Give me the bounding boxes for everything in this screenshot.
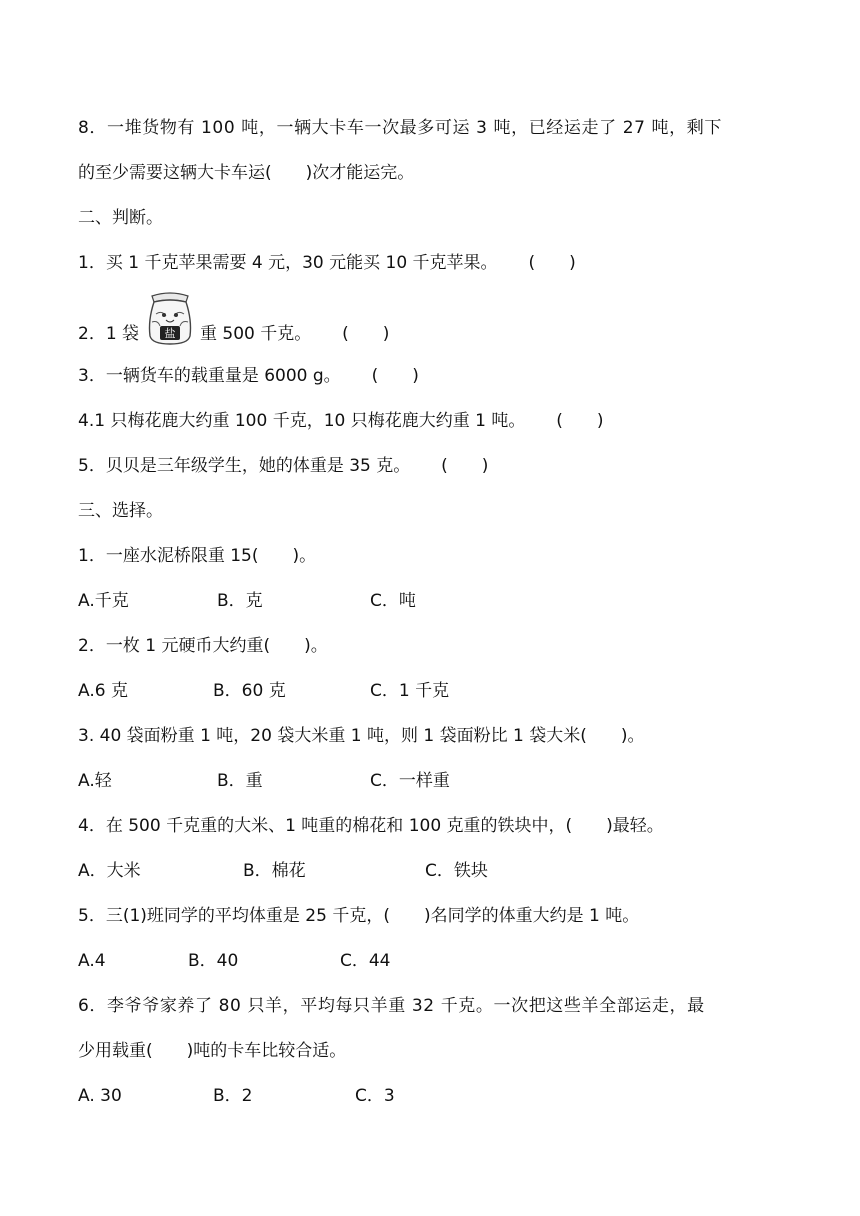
judgment-item-2-prefix: 2．1 袋 [78, 324, 140, 344]
choice-question-6-line-1: 6．李爷爷家养了 80 只羊，平均每只羊重 32 千克。一次把这些羊全部运走，最 [78, 996, 705, 1016]
choice-1-option-b: B．克 [217, 591, 263, 611]
choice-5-option-b: B．40 [188, 951, 239, 971]
choice-2-option-b: B．60 克 [213, 681, 286, 701]
choice-question-2: 2．一枚 1 元硬币大约重( )。 [78, 636, 328, 656]
choice-question-6-line-2: 少用载重( )吨的卡车比较合适。 [78, 1041, 347, 1061]
choice-4-option-b: B．棉花 [243, 861, 306, 881]
choice-4-option-c: C．铁块 [425, 861, 488, 881]
judgment-item-1: 1．买 1 千克苹果需要 4 元，30 元能买 10 千克苹果。 ( ) [78, 253, 576, 273]
choice-3-option-a: A.轻 [78, 771, 112, 791]
choice-1-option-c: C．吨 [370, 591, 416, 611]
section-3-title: 三、选择。 [78, 501, 163, 521]
choice-2-option-c: C．1 千克 [370, 681, 450, 701]
choice-6-option-a: A. 30 [78, 1086, 122, 1106]
question-8-line-1: 8．一堆货物有 100 吨，一辆大卡车一次最多可运 3 吨，已经运走了 27 吨，剩下 [78, 118, 722, 138]
choice-question-3: 3. 40 袋面粉重 1 吨，20 袋大米重 1 吨，则 1 袋面粉比 1 袋大米( )。 [78, 726, 645, 746]
choice-6-option-b: B．2 [213, 1086, 253, 1106]
choice-5-option-a: A.4 [78, 951, 106, 971]
judgment-item-4: 4.1 只梅花鹿大约重 100 千克，10 只梅花鹿大约重 1 吨。 ( ) [78, 411, 604, 431]
choice-3-option-b: B．重 [217, 771, 263, 791]
choice-3-option-c: C．一样重 [370, 771, 450, 791]
question-8-line-2: 的至少需要这辆大卡车运( )次才能运完。 [78, 163, 415, 183]
choice-5-option-c: C．44 [340, 951, 391, 971]
salt-bag-icon [142, 290, 198, 346]
choice-2-option-a: A.6 克 [78, 681, 128, 701]
section-2-title: 二、判断。 [78, 208, 163, 228]
bag-label: 盐 [164, 327, 176, 340]
choice-1-option-a: A.千克 [78, 591, 129, 611]
choice-question-1: 1．一座水泥桥限重 15( )。 [78, 546, 317, 566]
choice-question-4: 4．在 500 千克重的大米、1 吨重的棉花和 100 克重的铁块中，( )最轻。 [78, 816, 664, 836]
choice-4-option-a: A．大米 [78, 861, 141, 881]
choice-6-option-c: C．3 [355, 1086, 395, 1106]
choice-question-5: 5．三(1)班同学的平均体重是 25 千克，( )名同学的体重大约是 1 吨。 [78, 906, 640, 926]
judgment-item-2: 重 500 千克。 ( ) [200, 324, 390, 344]
judgment-item-5: 5．贝贝是三年级学生，她的体重是 35 克。 ( ) [78, 456, 489, 476]
judgment-item-3: 3．一辆货车的载重量是 6000 g。 ( ) [78, 366, 419, 386]
